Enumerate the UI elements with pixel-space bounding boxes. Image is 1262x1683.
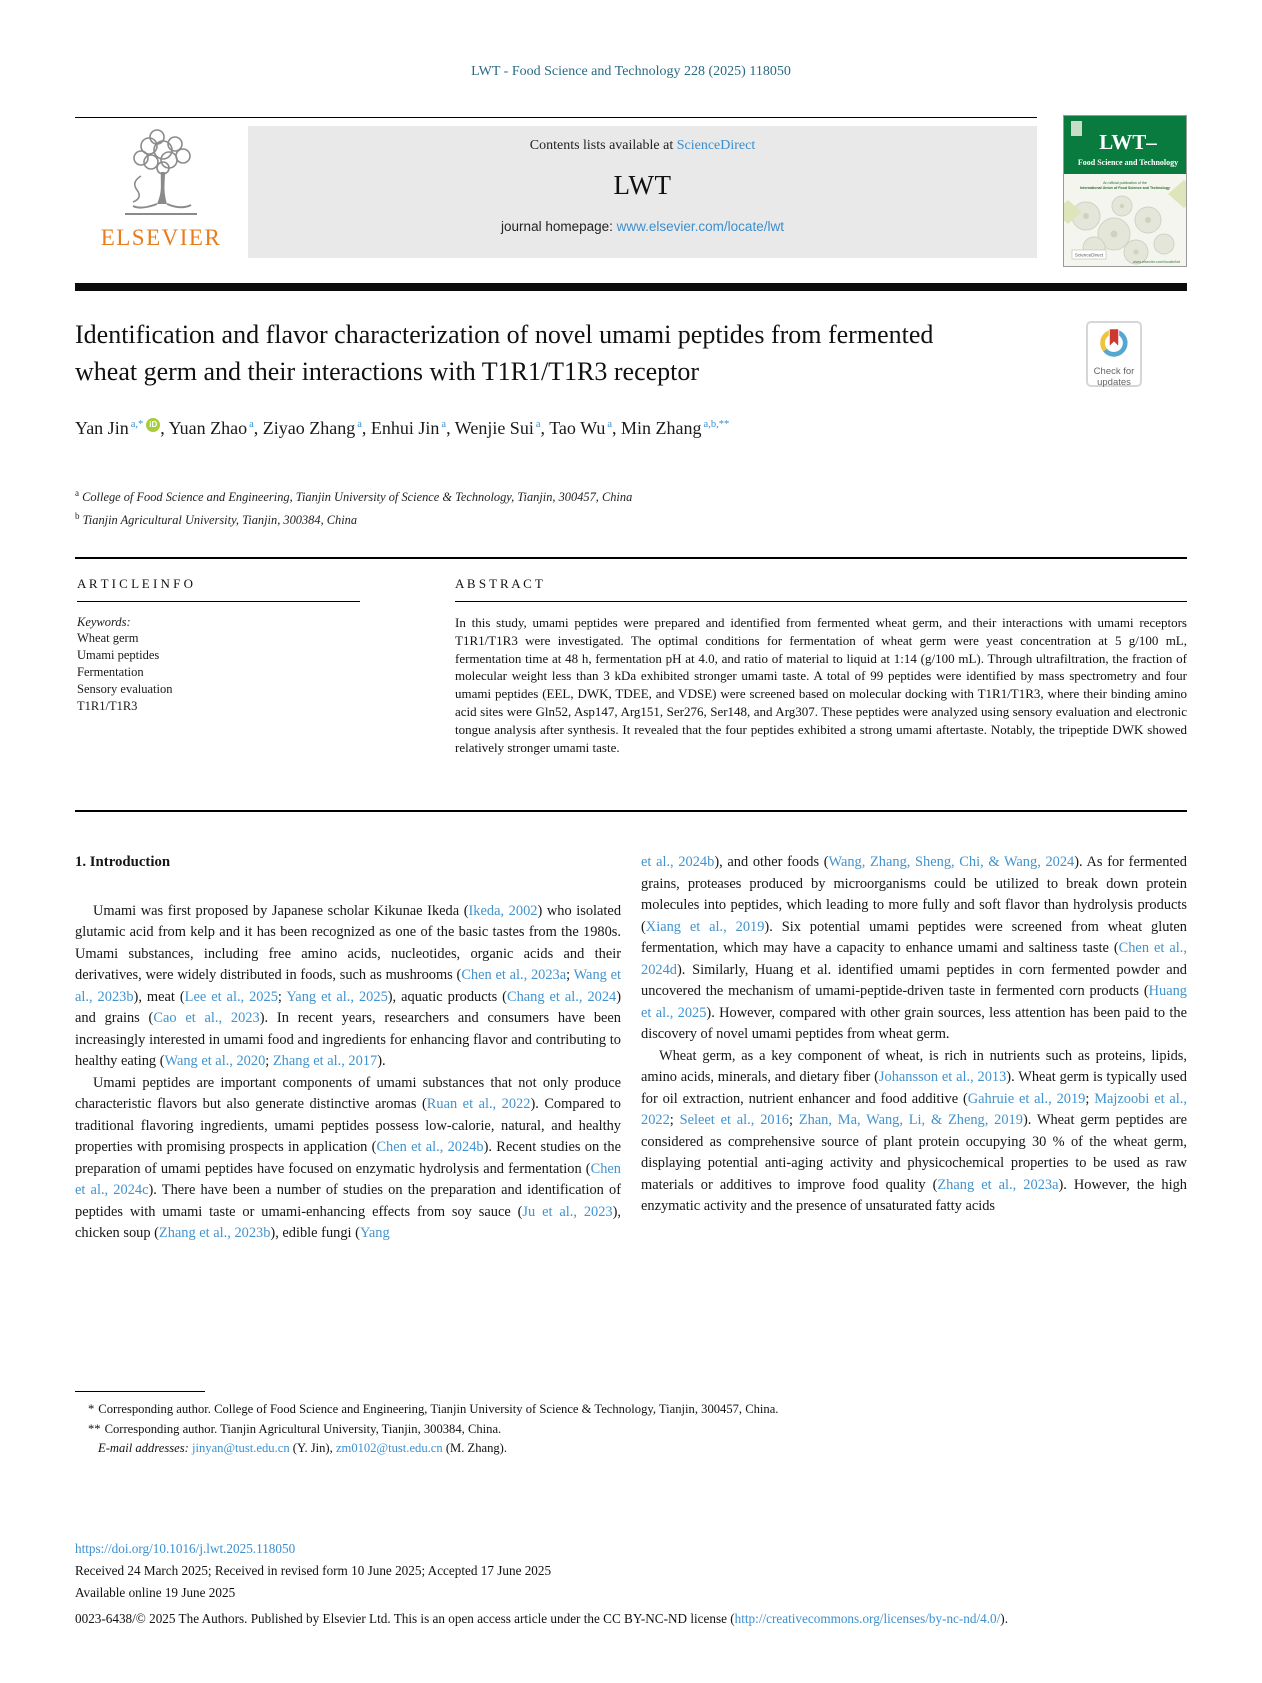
elsevier-logo[interactable]: [75, 124, 247, 260]
license-link[interactable]: http://creativecommons.org/licenses/by-nc-nd/4.0/: [734, 1611, 1001, 1626]
text-run: ). As for fermented grains, proteases produced by microorganisms could be utilized to break down protein molecules into peptides, which leading to more fully and soft flavor than hydrolysis products (: [641, 854, 1187, 935]
author-affiliation-superscript: a: [535, 419, 541, 430]
affiliations: [75, 484, 975, 530]
available-online: Available online 19 June 2025: [75, 1585, 236, 1600]
text-run: ). However, compared with other grain sources, less attention has been paid to the discovery of novel umami peptides from wheat germ.: [641, 1004, 1187, 1042]
keywords-label: Keywords:: [77, 615, 131, 629]
footnote-corresponding-2: ** Corresponding author. Tianjin Agricultural University, Tianjin, 300384, China.: [88, 1421, 502, 1436]
author-name: Wenjie Sui $^a$: [454, 418, 541, 438]
author-name: Min Zhang $^{a,b,**}$: [621, 418, 730, 438]
citation-link[interactable]: Ruan et al., 2022: [426, 1096, 531, 1112]
paragraph: [641, 1046, 1187, 1218]
text-run: ), edible fungi (: [270, 1225, 360, 1241]
text-run: ), aquatic products (: [387, 988, 507, 1005]
author-affiliation-superscript: a,b,**: [703, 419, 730, 430]
article-title: Identification and flavor characterization of novel umami peptides from fermented wheat germ and their interactions with T1R1/T1R3 receptor: [75, 320, 934, 386]
publication-block: [75, 1538, 1187, 1633]
sciencedirect-link[interactable]: ScienceDirect: [676, 138, 756, 153]
citation-link[interactable]: Chen et al., 2024c: [75, 1160, 621, 1198]
text-run: ;: [277, 988, 287, 1005]
check-for-updates-label: Check for updates: [1093, 366, 1135, 388]
abstract-text: In this study, umami peptides were prepared and identified from fermented wheat germ, and their interactions with umami receptors T1R1/T1R3 were investigated. The optimal conditions for fermentation of wheat germ were yeast concentration at 5 g/100 mL, fermentation time at 48 h, fermentation pH at 4.0, and ratio of material to liquid at 1:14 (g/100 mL). Through ultrafiltration, the fraction of molecular weight less than 3 kDa exhibited stronger umami taste. A total of 99 peptides were identified by mass spectrometry and four umami peptides (EEL, DWK, TDEE, and VDSE) were screened based on molecular docking with T1R1/T1R3, where their binding amino acid sites were Gln52, Asp147, Arg151, Ser276, Ser148, and Arg307. These peptides were analyzed using sensory evaluation and electronic tongue analysis after synthesis. It revealed that the four peptides exhibited a strong umami aftertaste. Notably, the tripeptide DWK showed relatively stronger umami taste.: [455, 615, 1187, 755]
homepage-link[interactable]: www.elsevier.com/locate/lwt: [616, 219, 784, 234]
text-run: ;: [566, 967, 574, 983]
footnotes: [75, 1400, 1187, 1459]
contents-line: [248, 126, 1037, 154]
citation-link[interactable]: Huang et al., 2025: [641, 983, 1187, 1021]
citation-link[interactable]: Wang et al., 2020: [164, 1053, 266, 1069]
text-run: ). Wheat germ is typically used for oil extraction, nutrient enhancer and food additive (: [641, 1069, 1187, 1107]
intro-col1-paragraphs: [75, 901, 621, 1245]
body-column-left: [75, 852, 621, 1245]
masthead-journal-title: LWT: [613, 170, 672, 200]
citation-link[interactable]: Gahruie et al., 2019: [967, 1090, 1086, 1107]
svg-text:International Union of Food Sc: International Union of Food Science and Technology: [1080, 186, 1170, 190]
author-name: Yuan Zhao $^a$: [168, 418, 254, 438]
citation-link[interactable]: Chen et al., 2024d: [641, 940, 1187, 978]
svg-text:Food Science and Technology: Food Science and Technology: [1077, 158, 1179, 167]
journal-cover-thumbnail[interactable]: [1063, 115, 1187, 267]
citation-link[interactable]: Ju et al., 2023: [522, 1203, 613, 1220]
author-name: Enhui Jin $^a$: [370, 418, 447, 438]
body-column-right: [641, 852, 1187, 1218]
svg-text:An official publication of the: An official publication of the: [1103, 181, 1147, 185]
abstract-rule: [455, 601, 1187, 602]
divider-rule-2: [75, 810, 1187, 812]
citation-link[interactable]: Ikeda, 2002: [468, 902, 538, 919]
author-affiliation-superscript: a: [607, 419, 613, 430]
citation-link[interactable]: Zhan, Ma, Wang, Li, & Zheng, 2019: [798, 1112, 1023, 1128]
text-run: Wheat germ, as a key component of wheat, is rich in nutrients such as proteins, lipids, amino acids, minerals, and dietary fiber (: [641, 1047, 1187, 1085]
contents-prefix: Contents lists available at: [529, 138, 677, 153]
keyword-item: Fermentation: [77, 665, 144, 679]
section-heading-introduction: 1. Introduction: [75, 854, 171, 870]
citation-link[interactable]: Yang: [359, 1225, 390, 1241]
citation-link[interactable]: Wang, Zhang, Sheng, Chi, & Wang, 2024: [828, 854, 1075, 870]
citation-link[interactable]: Xiang et al., 2019: [645, 918, 765, 935]
email-link-zhang[interactable]: zm0102@tust.edu.cn: [335, 1441, 443, 1455]
citation-link[interactable]: Seleet et al., 2016: [679, 1112, 789, 1128]
copyright-line: 0023-6438/© 2025 The Authors. Published by Elsevier Ltd. This is an open access article under the CC BY-NC-ND license (http://creativecommons.org/licenses/by-nc-nd/4.0/).: [75, 1611, 1008, 1626]
paragraph: [75, 901, 621, 1073]
author-affiliation-superscript: a: [249, 419, 254, 430]
citation-link[interactable]: Majzoobi et al., 2022: [641, 1090, 1188, 1128]
citation-link[interactable]: Chang et al., 2024: [506, 988, 617, 1005]
text-run: ). Compared to traditional flavoring ingredients, umami peptides possess low-calorie, natural, and healthy properties with promising prospects in application (: [75, 1096, 621, 1155]
divider-rule: [75, 557, 1187, 559]
affiliation-line: $^b$ Tianjin Agricultural University, Tianjin, 300384, China: [75, 511, 358, 528]
check-for-updates-badge[interactable]: [1086, 321, 1142, 387]
footnote-rule: [75, 1391, 205, 1392]
masthead-top-rule: [75, 117, 1037, 118]
keyword-item: T1R1/T1R3: [77, 699, 138, 713]
text-run: ). Wheat germ peptides are considered as comprehensive source of plant protein occupying 30 % of the wheat germ, displaying potential anti-aging activity and physicochemical properties to be used as raw materials or additives to improve food quality (: [641, 1112, 1187, 1193]
elsevier-wordmark: ELSEVIER: [100, 225, 222, 250]
keyword-item: Umami peptides: [77, 648, 160, 662]
text-run: ;: [265, 1053, 273, 1069]
text-run: ). In recent years, researchers and consumers have been increasingly interested in umami food and ingredients for enhancing flavor and contributing to healthy eating (: [75, 1010, 621, 1069]
citation-link[interactable]: Chen et al., 2023a: [461, 967, 567, 983]
intro-col2-paragraphs: [641, 852, 1187, 1218]
article-info-section: [77, 576, 362, 715]
citation-link[interactable]: Cao et al., 2023: [153, 1010, 260, 1026]
masthead-bottom-band: [75, 283, 1187, 291]
received-dates: Received 24 March 2025; Received in revised form 10 June 2025; Accepted 17 June 2025: [75, 1563, 552, 1578]
paragraph: [75, 1073, 621, 1245]
paragraph: [641, 852, 1187, 1046]
text-run: ), and other foods (: [714, 854, 829, 870]
text-run: ;: [1085, 1090, 1095, 1107]
text-run: ). There have been a number of studies on the preparation and identification of peptides with umami taste or umami-enhancing effects from soy sauce (: [75, 1182, 621, 1220]
article-info-rule: [77, 601, 360, 602]
author-name: Yan Jin $^{a,*}$ iD: [75, 418, 160, 438]
citation-link[interactable]: Zhang et al., 2023b: [158, 1225, 271, 1241]
author-name: Tao Wu $^a$: [549, 418, 613, 438]
abstract-section: [455, 576, 1187, 756]
keyword-item: Sensory evaluation: [77, 682, 173, 696]
svg-text:www.elsevier.com/locate/lwt: www.elsevier.com/locate/lwt: [1132, 260, 1180, 264]
text-run: ), chicken soup (: [75, 1203, 621, 1241]
text-run: ). However, the high enzymatic activity and the presence of unsaturated fatty acids: [641, 1176, 1187, 1214]
masthead-box: [248, 126, 1037, 258]
affiliation-line: $^a$ College of Food Science and Engineering, Tianjin University of Science & Technology, Tianjin, 300457, China: [75, 488, 633, 505]
text-run: ;: [788, 1112, 799, 1128]
citation-link[interactable]: et al., 2024b: [641, 854, 715, 870]
keywords-list: [77, 630, 362, 715]
article-info-header: A R T I C L E I N F O: [77, 576, 194, 591]
author-affiliation-superscript: a: [357, 419, 362, 430]
homepage-line: [248, 219, 1037, 234]
text-run: ;: [669, 1112, 680, 1128]
text-run: ). Similarly, Huang et al. identified umami peptides in corn fermented powder and uncovered the mechanism of umami-peptide-driven taste in fermented corn products (: [641, 961, 1187, 999]
email-link-jin[interactable]: jinyan@tust.edu.cn: [191, 1441, 290, 1455]
authors-line: Yan Jin $^{a,*}$ iD , Yuan Zhao $^a$, Ziyao Zhang $^a$, Enhui Jin $^a$, Wenjie Sui $^a$, Tao Wu $^a$, Min Zhang $^{a,b,**}$: [75, 418, 730, 438]
citation-link[interactable]: Zhang et al., 2017: [272, 1053, 378, 1069]
text-run: ) who isolated glutamic acid from kelp and it has been recognized as one of the basic tastes from the 1980s. Umami substances, including free amino acids, nucleotides, organic acids and their derivatives, were widely distributed in foods, such as mushrooms (: [75, 902, 622, 983]
doi-link[interactable]: https://doi.org/10.1016/j.lwt.2025.118050: [75, 1541, 296, 1556]
footnote-corresponding-1: * Corresponding author. College of Food Science and Engineering, Tianjin University of Science & Technology, Tianjin, 300457, China.: [88, 1402, 779, 1416]
text-run: ), meat (: [133, 988, 185, 1005]
svg-text:ScienceDirect: ScienceDirect: [1074, 252, 1104, 258]
citation-link[interactable]: Chen et al., 2024b: [376, 1139, 484, 1155]
footnote-emails: E-mail addresses: jinyan@tust.edu.cn (Y. Jin), zm0102@tust.edu.cn (M. Zhang).: [98, 1441, 508, 1455]
text-run: ).: [377, 1053, 386, 1069]
abstract-header: A B S T R A C T: [455, 576, 543, 591]
text-run: ). Recent studies on the preparation of umami peptides have focused on enzymatic hydrolysis and fermentation (: [75, 1139, 621, 1177]
author-affiliation-superscript: a: [441, 419, 447, 430]
text-run: ). Six potential umami peptides were screened from wheat gluten fermentation, which may have a capacity to enhance umami and saltiness taste (: [641, 918, 1187, 956]
author-name: Ziyao Zhang $^a$: [262, 418, 362, 438]
citation-link[interactable]: Johansson et al., 2013: [878, 1069, 1007, 1085]
citation-link[interactable]: Yang et al., 2025: [286, 988, 388, 1005]
author-affiliation-superscript: a,*: [130, 419, 144, 430]
text-run: Umami was first proposed by Japanese scholar Kikunae Ikeda (: [93, 902, 469, 919]
text-run: ) and grains (: [75, 988, 622, 1026]
keyword-item: Wheat germ: [77, 631, 139, 645]
citation-link[interactable]: Wang et al., 2023b: [75, 967, 621, 1005]
svg-text:LWT–: LWT–: [1099, 130, 1157, 154]
citation-link[interactable]: Lee et al., 2025: [184, 988, 278, 1005]
text-run: Umami peptides are important components of umami substances that not only produce characteristic flavors but also generate distinctive aromas (: [75, 1074, 621, 1112]
journal-reference: LWT - Food Science and Technology 228 (2025) 118050: [471, 64, 791, 79]
check-for-updates-icon: [1097, 347, 1131, 364]
orcid-icon[interactable]: iD: [146, 418, 160, 432]
homepage-prefix: journal homepage:: [501, 219, 617, 234]
citation-link[interactable]: Zhang et al., 2023a: [937, 1176, 1059, 1193]
